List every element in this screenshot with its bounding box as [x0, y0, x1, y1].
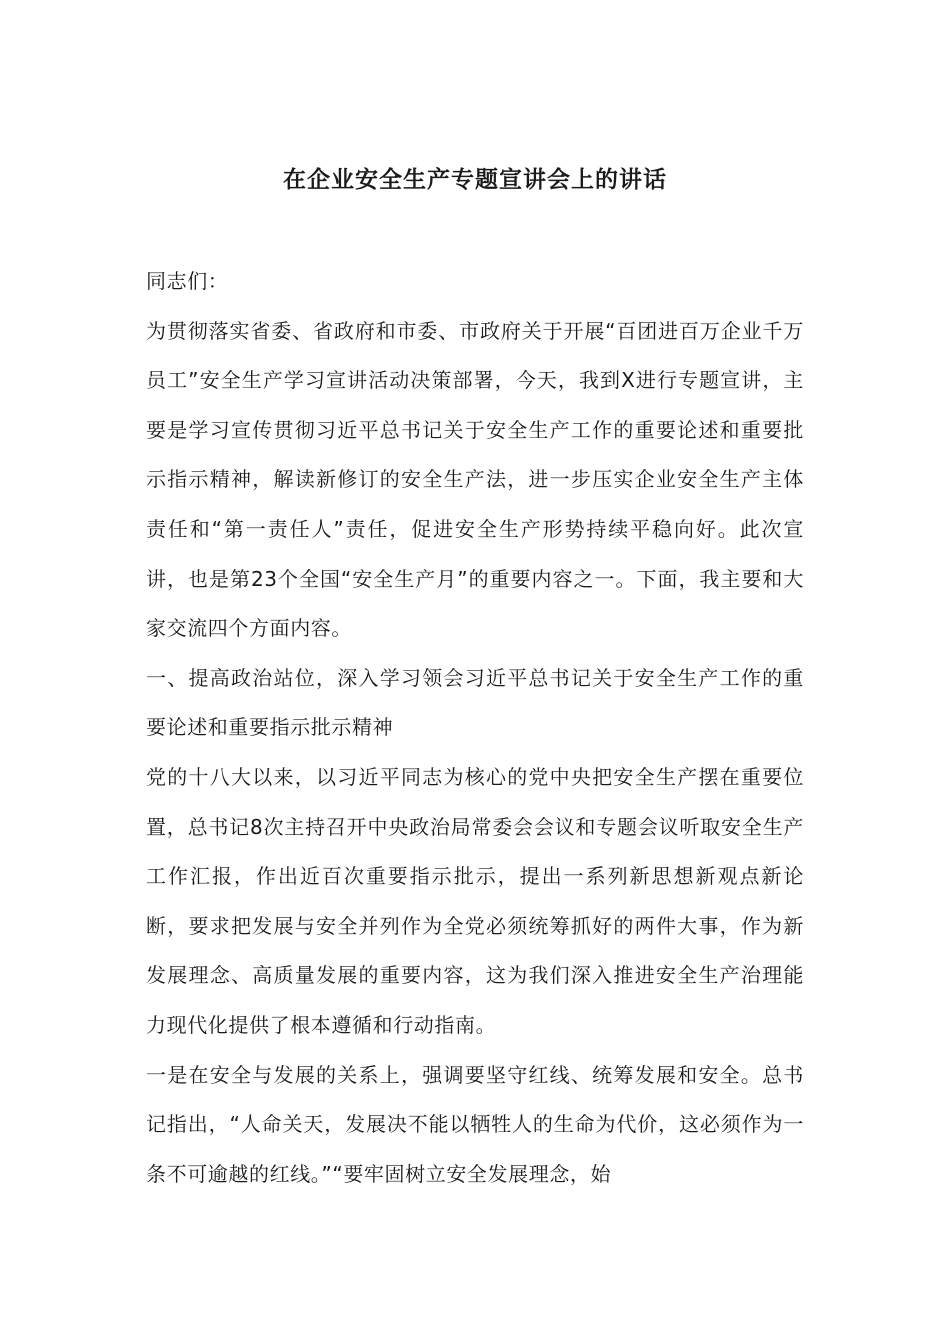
- body-paragraph: 一是在安全与发展的关系上，强调要坚守红线、统筹发展和安全。总书记指出，“人命关天，发展决不能以牺牲人的生命为代价，这必须作为一条不可逾越的红线。”“要牢固树立安全发展理念，始: [146, 1062, 804, 1186]
- body-paragraph: 党的十八大以来，以习近平同志为核心的党中央把安全生产摆在重要位置，总书记8次主持召开中央政治局常委会会议和专题会议听取安全生产工作汇报，作出近百次重要指示批示，提出一系列新思想新观点新论断，要求把发展与安全并列作为全党必须统筹抓好的两件大事，作为新发展理念、高质量发展的重要内容，这为我们深入推进安全生产治理能力现代化提供了根本遵循和行动指南。: [146, 764, 804, 1037]
- section-heading-1: 一、提高政治站位，深入学习领会习近平总书记关于安全生产工作的重要论述和重要指示批示精神: [146, 665, 804, 740]
- document-body: [146, 257, 804, 1199]
- document-title: 在企业安全生产专题宣讲会上的讲话: [283, 166, 667, 193]
- salutation: 同志们：: [146, 269, 229, 293]
- intro-paragraph: 为贯彻落实省委、省政府和市委、市政府关于开展“百团进百万企业千万员工”安全生产学习宣讲活动决策部署，今天，我到X进行专题宣讲，主要是学习宣传贯彻习近平总书记关于安全生产工作的重要论述和重要批示指示精神，解读新修订的安全生产法，进一步压实企业安全生产主体责任和“第一责任人”责任，促进安全生产形势持续平稳向好。此次宣讲，也是第23个全国“安全生产月”的重要内容之一。下面，我主要和大家交流四个方面内容。: [146, 318, 804, 641]
